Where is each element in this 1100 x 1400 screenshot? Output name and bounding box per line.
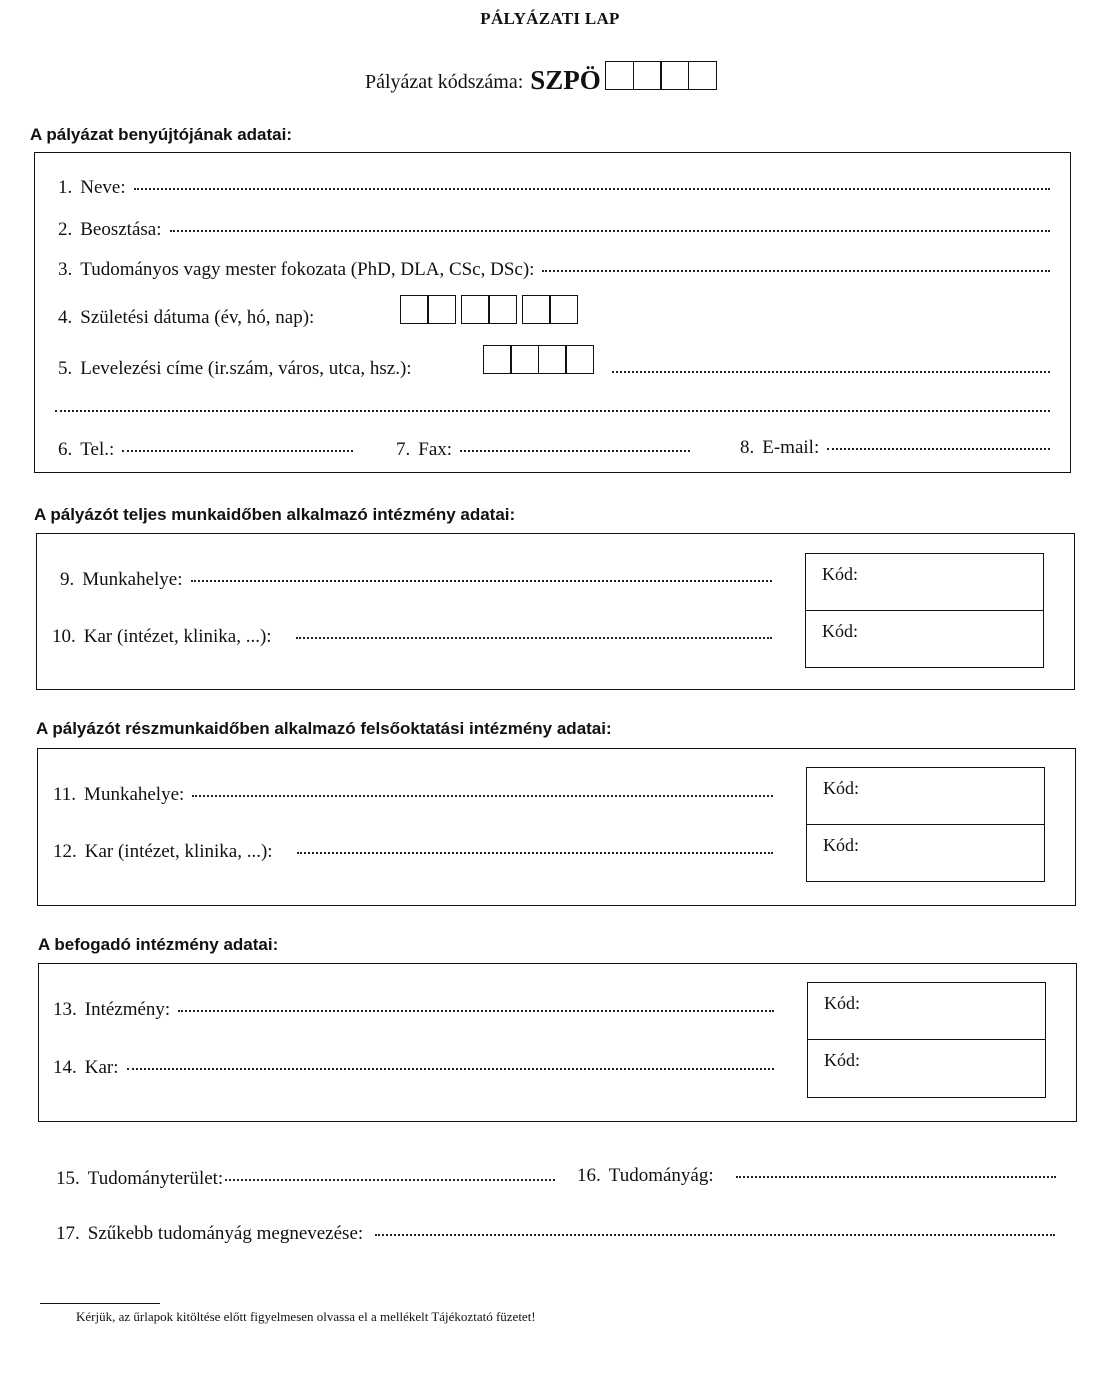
field-number: 4. [58,307,73,328]
field-number: 15. [56,1168,80,1189]
date-digit-box[interactable] [549,295,578,324]
field-discipline-row [577,1165,1056,1187]
field-label: E-mail: [762,437,820,458]
postal-digit-box[interactable] [483,345,512,374]
parttime-faculty-input-line[interactable] [297,852,773,854]
birth-year-boxes [401,295,456,324]
code-cell[interactable]: Kód: [808,983,1045,1040]
field-number: 13. [53,999,77,1020]
birthdate-boxes [401,295,584,329]
field-number: 7. [396,439,411,460]
field-label: Tudományos vagy mester fokozata (PhD, DLA, CSc, DSc): [80,259,535,280]
email-input-line[interactable] [827,448,1050,450]
fax-input-line[interactable] [460,450,690,452]
field-label: Szűkebb tudományág megnevezése: [87,1223,364,1244]
date-digit-box[interactable] [522,295,551,324]
field-parttime-faculty-row [53,841,773,863]
field-host-faculty-row [53,1057,774,1079]
code-cell[interactable]: Kód: [806,554,1043,611]
institution-input-line[interactable] [178,1010,774,1012]
form-title: PÁLYÁZATI LAP [480,9,620,28]
field-label: Levelezési címe (ir.szám, város, utca, hsz.): [80,358,412,379]
birth-day-boxes [523,295,578,324]
discipline-input-line[interactable] [736,1176,1056,1178]
postal-digit-box[interactable] [510,345,539,374]
field-birthdate-row [58,307,314,329]
date-digit-box[interactable] [427,295,456,324]
field-label: Tel.: [80,439,115,460]
application-code-boxes [607,61,717,90]
field-number: 14. [53,1057,77,1078]
code-cell[interactable]: Kód: [824,1050,860,1070]
date-digit-box[interactable] [488,295,517,324]
name-input-line[interactable] [134,188,1050,190]
field-label: Beosztása: [80,219,162,240]
field-email-row [740,437,1050,459]
code-box-fulltime [805,553,1044,668]
discipline-area-input-line[interactable] [225,1179,555,1181]
field-subdiscipline-row [56,1223,1055,1245]
field-number: 17. [56,1223,80,1244]
field-label: Neve: [80,177,126,198]
field-number: 9. [60,569,75,590]
field-fax-row [396,439,690,461]
code-cell[interactable]: Kód: [822,620,858,641]
field-label: Intézmény: [84,999,171,1020]
field-position-row [58,219,1050,241]
section-heading-parttime-employer: A pályázót részmunkaidőben alkalmazó felsőoktatási intézmény adatai: [36,719,612,738]
parttime-workplace-input-line[interactable] [192,795,773,797]
field-address-row [58,358,412,380]
faculty-input-line[interactable] [296,637,772,639]
field-number: 1. [58,177,73,198]
field-label: Munkahelye: [82,569,183,590]
field-institution-row [53,999,774,1021]
date-digit-box[interactable] [400,295,429,324]
section-heading-applicant: A pályázat benyújtójának adatai: [30,125,292,144]
code-digit-box[interactable] [660,61,689,90]
address-input-line-2[interactable] [55,410,1050,412]
field-phone-row [58,439,353,461]
code-cell[interactable]: Kód: [807,768,1044,825]
field-label: Fax: [418,439,453,460]
field-workplace-row [60,569,772,591]
field-number: 6. [58,439,73,460]
field-parttime-workplace-row [53,784,773,806]
postal-digit-box[interactable] [565,345,594,374]
subdiscipline-input-line[interactable] [375,1234,1055,1236]
code-box-host [807,982,1046,1098]
field-number: 10. [52,626,76,647]
address-input-line[interactable] [612,371,1050,373]
footnote-divider [40,1303,160,1304]
field-discipline-area-row [56,1168,555,1190]
field-label: Kar: [84,1057,119,1078]
workplace-input-line[interactable] [191,580,772,582]
phone-input-line[interactable] [122,450,353,452]
code-digit-box[interactable] [633,61,662,90]
field-number: 5. [58,358,73,379]
application-code-prefix: SZPÖ [530,65,601,95]
section-heading-fulltime-employer: A pályázót teljes munkaidőben alkalmazó intézmény adatai: [34,505,516,524]
code-digit-box[interactable] [688,61,717,90]
field-faculty-row [52,626,772,648]
field-label: Munkahelye: [84,784,185,805]
field-label: Kar (intézet, klinika, ...): [84,841,273,862]
field-label: Tudományág: [608,1165,714,1186]
field-number: 2. [58,219,73,240]
footnote: Kérjük, az űrlapok kitöltése előtt figyelmesen olvassa el a mellékelt Tájékoztató füzetet! [76,1309,536,1324]
degree-input-line[interactable] [542,270,1050,272]
field-number: 8. [740,437,755,458]
postal-code-boxes [484,345,594,374]
code-box-parttime [806,767,1045,882]
code-cell[interactable]: Kód: [823,834,859,855]
field-label: Kar (intézet, klinika, ...): [83,626,272,647]
application-code-label: Pályázat kódszáma: [365,71,524,93]
birth-month-boxes [462,295,517,324]
date-digit-box[interactable] [461,295,490,324]
field-label: Születési dátuma (év, hó, nap): [80,307,315,328]
position-input-line[interactable] [170,230,1050,232]
field-label: Tudományterület: [87,1168,224,1189]
field-number: 12. [53,841,77,862]
application-code-row [365,58,717,94]
host-faculty-input-line[interactable] [127,1068,774,1070]
section-heading-host-institution: A befogadó intézmény adatai: [38,935,279,954]
code-digit-box[interactable] [605,61,634,90]
field-number: 11. [53,784,77,805]
postal-digit-box[interactable] [538,345,567,374]
field-degree-row [58,259,1050,281]
field-number: 16. [577,1165,601,1186]
field-name-row [58,177,1050,199]
field-number: 3. [58,259,73,280]
